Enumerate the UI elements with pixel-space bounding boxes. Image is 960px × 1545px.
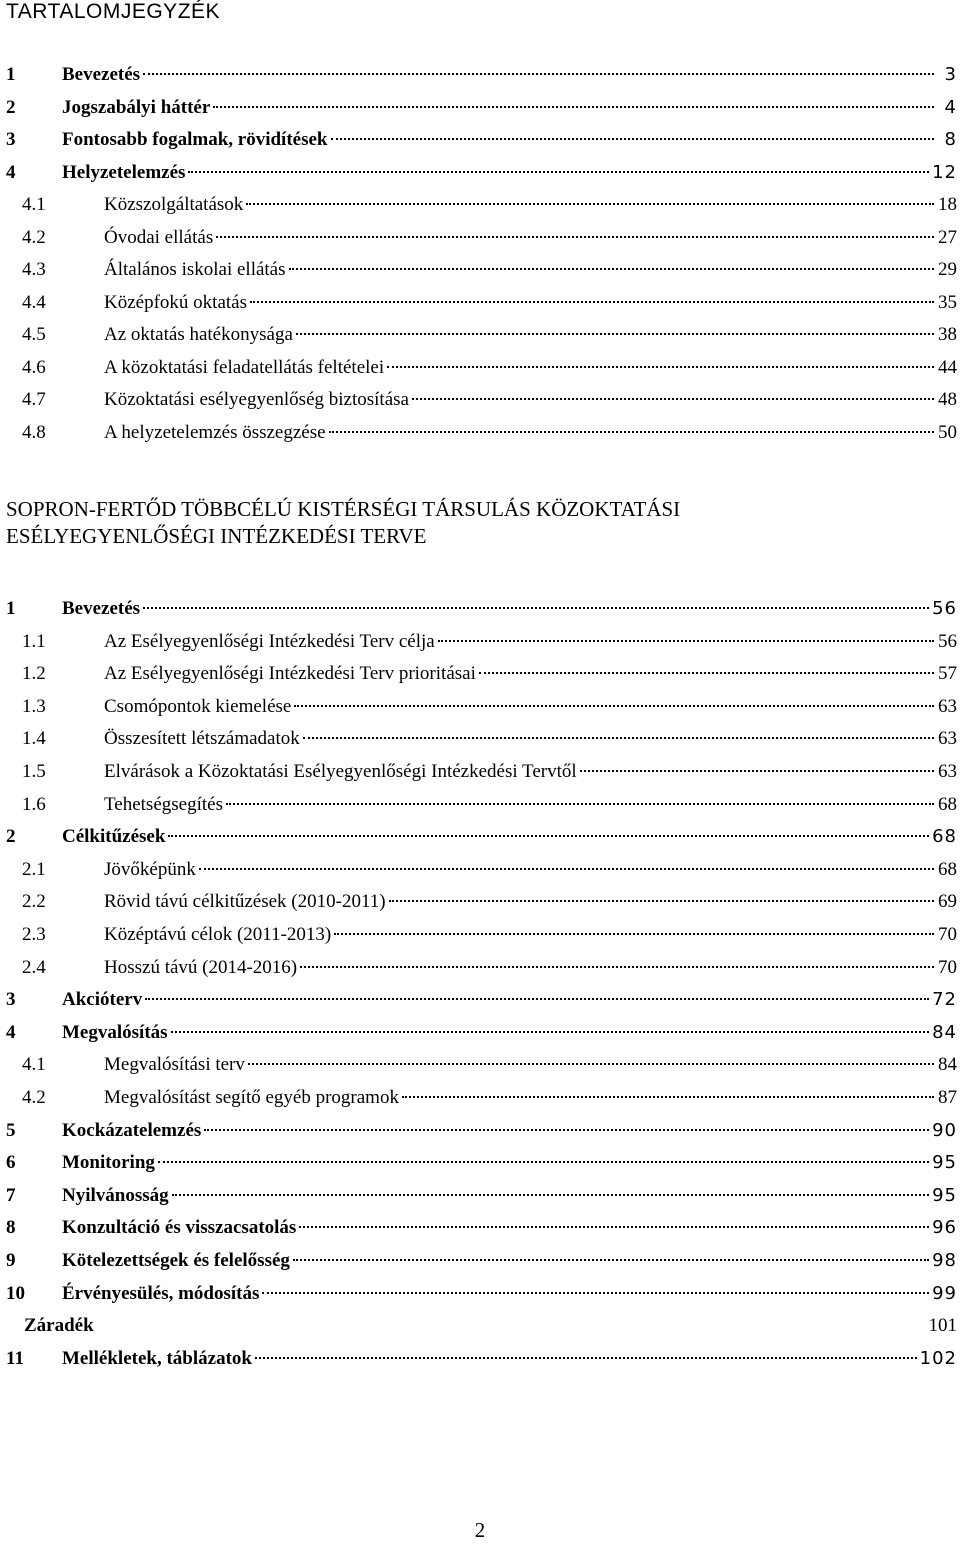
- toc-entry[interactable]: [6, 891, 957, 919]
- toc-entry-page: 84: [938, 1054, 957, 1076]
- toc-leader-dots: [143, 73, 934, 75]
- toc-leader-dots: [334, 933, 934, 935]
- toc-entry-number: 2: [6, 96, 16, 118]
- toc-entry[interactable]: [6, 859, 957, 887]
- toc-entry-page: 56: [932, 598, 957, 619]
- toc-entry[interactable]: [6, 1054, 957, 1082]
- toc-leader-dots: [216, 236, 934, 238]
- toc-entry-title: Az oktatás hatékonysága: [104, 324, 293, 345]
- toc-entry-number: 7: [6, 1184, 16, 1206]
- toc-entry-number: 4.6: [22, 356, 46, 378]
- toc-entry-number: 11: [6, 1347, 24, 1369]
- toc-entry[interactable]: [6, 598, 957, 626]
- toc-entry-page: 8: [944, 129, 957, 150]
- toc-entry-number: 10: [6, 1282, 25, 1304]
- toc-entry-title: Záradék: [24, 1315, 94, 1337]
- toc-entry-page: 38: [938, 324, 957, 345]
- toc-leader-dots: [262, 1292, 929, 1294]
- toc-entry-page: 18: [938, 194, 957, 215]
- toc-entry-number: 1.5: [22, 761, 46, 782]
- toc-entry-number: 4: [6, 161, 16, 183]
- toc-leader-dots: [158, 1161, 929, 1163]
- toc-entry-number: 1.6: [22, 793, 46, 815]
- toc-entry[interactable]: [6, 924, 957, 952]
- toc-entry-title: Monitoring: [62, 1152, 155, 1174]
- toc-leader-dots: [479, 672, 934, 674]
- toc-entry-title: Bevezetés: [62, 64, 141, 85]
- toc-entry-page: 63: [938, 728, 957, 750]
- toc-entry-page: 84: [932, 1021, 957, 1043]
- toc-leader-dots: [172, 1194, 929, 1196]
- toc-leader-dots: [188, 171, 929, 173]
- toc-entry-page: 95: [932, 1152, 957, 1174]
- toc-entry-title: Megvalósítást segítő egyéb programok: [104, 1087, 399, 1108]
- toc-leader-dots: [387, 366, 934, 368]
- toc-entry[interactable]: [6, 97, 957, 125]
- toc-leader-dots: [145, 998, 929, 1000]
- toc-entry-number: 1: [6, 598, 16, 619]
- toc-entry-title: Mellékletek, táblázatok: [62, 1347, 252, 1369]
- toc-entry-number: 4.1: [22, 1054, 46, 1076]
- toc-entry-number: 1: [6, 64, 16, 85]
- toc-entry-number: 2.4: [22, 956, 46, 978]
- toc-leader-dots: [296, 333, 934, 335]
- toc-entry-title: Összesített létszámadatok: [104, 728, 300, 750]
- toc-entry[interactable]: [6, 1022, 957, 1050]
- toc-entry-number: 5: [6, 1119, 16, 1141]
- toc-entry-page: 68: [938, 793, 957, 815]
- toc-leader-dots: [299, 1226, 929, 1228]
- toc-entry-page: 70: [938, 924, 957, 945]
- toc-entry[interactable]: [6, 324, 957, 352]
- toc-entry-page: 99: [932, 1282, 957, 1304]
- toc-entry[interactable]: [6, 794, 957, 822]
- toc-leader-dots: [303, 737, 934, 739]
- toc-entry-number: 1.1: [22, 630, 46, 652]
- toc-entry-title: Konzultáció és visszacsatolás: [62, 1217, 297, 1239]
- toc-entry-page: 56: [938, 630, 957, 652]
- toc-entry-page: 102: [919, 1347, 957, 1369]
- toc-entry-page: 50: [938, 421, 957, 443]
- toc-leader-dots: [293, 1259, 929, 1261]
- toc-entry[interactable]: [6, 1283, 957, 1311]
- toc-leader-dots: [412, 398, 934, 400]
- toc-entry-number: 2: [6, 826, 16, 848]
- toc-entry[interactable]: [6, 989, 957, 1017]
- section-heading-line-2: ESÉLYEGYENLŐSÉGI INTÉZKEDÉSI TERVE: [6, 524, 427, 548]
- toc-entry[interactable]: [6, 631, 957, 659]
- toc-entry-title: Érvényesülés, módosítás: [62, 1282, 260, 1304]
- toc-entry-page: 48: [938, 389, 957, 410]
- toc-entry-number: 4.7: [22, 389, 46, 410]
- toc-entry-title: Kötelezettségek és felelősség: [62, 1250, 290, 1271]
- toc-leader-dots: [248, 1063, 934, 1065]
- toc-entry-page: 68: [938, 858, 957, 880]
- toc-entry-title: Akcióterv: [62, 989, 143, 1011]
- page-number: 2: [474, 1518, 486, 1542]
- toc-entry-page: 96: [932, 1217, 957, 1239]
- section-heading-line-1: SOPRON-FERTŐD TÖBBCÉLÚ KISTÉRSÉGI TÁRSULÁS KÖZOKTATÁSI: [6, 497, 681, 521]
- toc-entry[interactable]: [6, 389, 957, 417]
- toc-entry-title: Középtávú célok (2011-2013): [104, 924, 332, 945]
- toc-entry-number: 4.8: [22, 421, 46, 443]
- toc-leader-dots: [213, 106, 934, 108]
- toc-entry[interactable]: [6, 1152, 957, 1180]
- toc-leader-dots: [389, 900, 934, 902]
- toc-leader-dots: [246, 203, 934, 205]
- toc-entry-title: Helyzetelemzés: [62, 161, 186, 183]
- toc-entry-page: 95: [932, 1184, 957, 1206]
- toc-title: TARTALOMJEGYZÉK: [6, 0, 221, 23]
- toc-entry[interactable]: [6, 728, 957, 756]
- toc-entry-page: 87: [938, 1087, 957, 1108]
- toc-entry[interactable]: [6, 957, 957, 985]
- toc-entry-number: 8: [6, 1217, 16, 1239]
- toc-entry[interactable]: [6, 761, 957, 789]
- toc-entry-page: 27: [938, 226, 957, 248]
- toc-entry[interactable]: [6, 292, 957, 320]
- toc-entry[interactable]: [6, 663, 957, 691]
- toc-leader-dots: [294, 705, 934, 707]
- section-heading: [6, 496, 946, 550]
- toc-leader-dots: [289, 268, 934, 270]
- toc-entry[interactable]: [6, 259, 957, 287]
- toc-entry-page: 12: [932, 161, 957, 183]
- toc-entry-page: 29: [938, 259, 957, 280]
- toc-leader-dots: [580, 770, 934, 772]
- toc-entry[interactable]: [6, 1315, 957, 1343]
- toc-entry-title: Az Esélyegyenlőségi Intézkedési Terv prioritásai: [104, 663, 476, 685]
- toc-leader-dots: [331, 138, 935, 140]
- toc-entry-title: Óvodai ellátás: [104, 226, 214, 248]
- toc-entry-number: 2.3: [22, 924, 46, 945]
- toc-entry-page: 68: [932, 826, 957, 848]
- toc-entry-number: 4.4: [22, 291, 46, 313]
- toc-entry-number: 1.4: [22, 728, 46, 750]
- toc-entry-title: Jövőképünk: [104, 858, 196, 880]
- toc-entry[interactable]: [6, 1250, 957, 1278]
- toc-entry[interactable]: [6, 64, 957, 92]
- toc-entry-page: 98: [932, 1250, 957, 1271]
- toc-leader-dots: [143, 607, 929, 609]
- toc-entry-number: 4: [6, 1021, 16, 1043]
- toc-entry-number: 9: [6, 1250, 16, 1271]
- toc-entry-title: Közszolgáltatások: [104, 194, 244, 215]
- toc-entry-page: 57: [938, 663, 957, 685]
- toc-entry-page: 101: [928, 1315, 957, 1337]
- toc-entry[interactable]: [6, 1348, 957, 1376]
- toc-entry-page: 63: [938, 761, 957, 782]
- toc-entry-number: 2.2: [22, 891, 46, 913]
- toc-entry[interactable]: [6, 129, 957, 157]
- toc-entry-page: 72: [932, 989, 957, 1011]
- toc-entry-page: 4: [944, 96, 957, 118]
- toc-entry[interactable]: [6, 1120, 957, 1148]
- toc-entry-title: A helyzetelemzés összegzése: [104, 421, 326, 443]
- toc-entry[interactable]: [6, 357, 957, 385]
- toc-entry-number: 4.2: [22, 226, 46, 248]
- toc-entry-title: Bevezetés: [62, 598, 141, 619]
- toc-entry[interactable]: [6, 1087, 957, 1115]
- toc-entry-title: Az Esélyegyenlőségi Intézkedési Terv célja: [104, 630, 435, 652]
- toc-leader-dots: [168, 835, 929, 837]
- toc-entry[interactable]: [6, 1217, 957, 1245]
- toc-entry-page: 44: [938, 356, 957, 378]
- toc-leader-dots: [402, 1096, 934, 1098]
- toc-leader-dots: [300, 966, 934, 968]
- toc-entry[interactable]: [6, 696, 957, 724]
- toc-leader-dots: [226, 803, 934, 805]
- toc-leader-dots: [204, 1129, 929, 1131]
- toc-entry-page: 70: [938, 956, 957, 978]
- toc-entry-number: 3: [6, 129, 16, 150]
- toc-entry-title: Általános iskolai ellátás: [104, 259, 286, 280]
- toc-entry-page: 69: [938, 891, 957, 913]
- toc-entry-title: Közoktatási esélyegyenlőség biztosítása: [104, 389, 409, 410]
- toc-entry-title: Jogszabályi háttér: [62, 96, 211, 118]
- toc-leader-dots: [199, 868, 934, 870]
- toc-entry-number: 2.1: [22, 858, 46, 880]
- toc-entry[interactable]: [6, 227, 957, 255]
- toc-entry-number: 4.5: [22, 324, 46, 345]
- toc-entry[interactable]: [6, 194, 957, 222]
- toc-leader-dots: [329, 431, 934, 433]
- toc-leader-dots: [250, 301, 934, 303]
- toc-entry-number: 3: [6, 989, 16, 1011]
- toc-entry[interactable]: [6, 422, 957, 450]
- toc-entry[interactable]: [6, 162, 957, 190]
- toc-entry-page: 63: [938, 695, 957, 717]
- toc-entry-title: Hosszú távú (2014-2016): [104, 956, 298, 978]
- toc-entry-page: 90: [932, 1119, 957, 1141]
- toc-entry-title: Fontosabb fogalmak, rövidítések: [62, 129, 328, 150]
- toc-entry-title: Kockázatelemzés: [62, 1119, 202, 1141]
- toc-entry-title: Elvárások a Közoktatási Esélyegyenlőségi Intézkedési Tervtől: [104, 761, 577, 782]
- toc-entry-title: Megvalósítási terv: [104, 1054, 245, 1076]
- toc-entry-number: 4.3: [22, 259, 46, 280]
- toc-entry-number: 4.2: [22, 1087, 46, 1108]
- toc-leader-dots: [255, 1357, 917, 1359]
- toc-entry-page: 35: [938, 291, 957, 313]
- toc-entry-number: 4.1: [22, 194, 46, 215]
- toc-entry-title: Tehetségsegítés: [104, 793, 223, 815]
- toc-entry-title: Csomópontok kiemelése: [104, 695, 292, 717]
- toc-entry-title: A közoktatási feladatellátás feltételei: [104, 356, 385, 378]
- toc-entry[interactable]: [6, 1185, 957, 1213]
- toc-entry-number: 6: [6, 1152, 16, 1174]
- toc-entry-number: 1.3: [22, 695, 46, 717]
- toc-entry-page: 3: [944, 64, 957, 85]
- toc-leader-dots: [438, 640, 934, 642]
- toc-entry-title: Rövid távú célkitűzések (2010-2011): [104, 891, 386, 913]
- toc-entry-title: Nyilvánosság: [62, 1184, 169, 1206]
- toc-entry-title: Megvalósítás: [62, 1021, 168, 1043]
- toc-entry-number: 1.2: [22, 663, 46, 685]
- toc-leader-dots: [171, 1031, 930, 1033]
- toc-entry-title: Középfokú oktatás: [104, 291, 247, 313]
- toc-entry[interactable]: [6, 826, 957, 854]
- toc-entry-title: Célkitűzések: [62, 826, 166, 848]
